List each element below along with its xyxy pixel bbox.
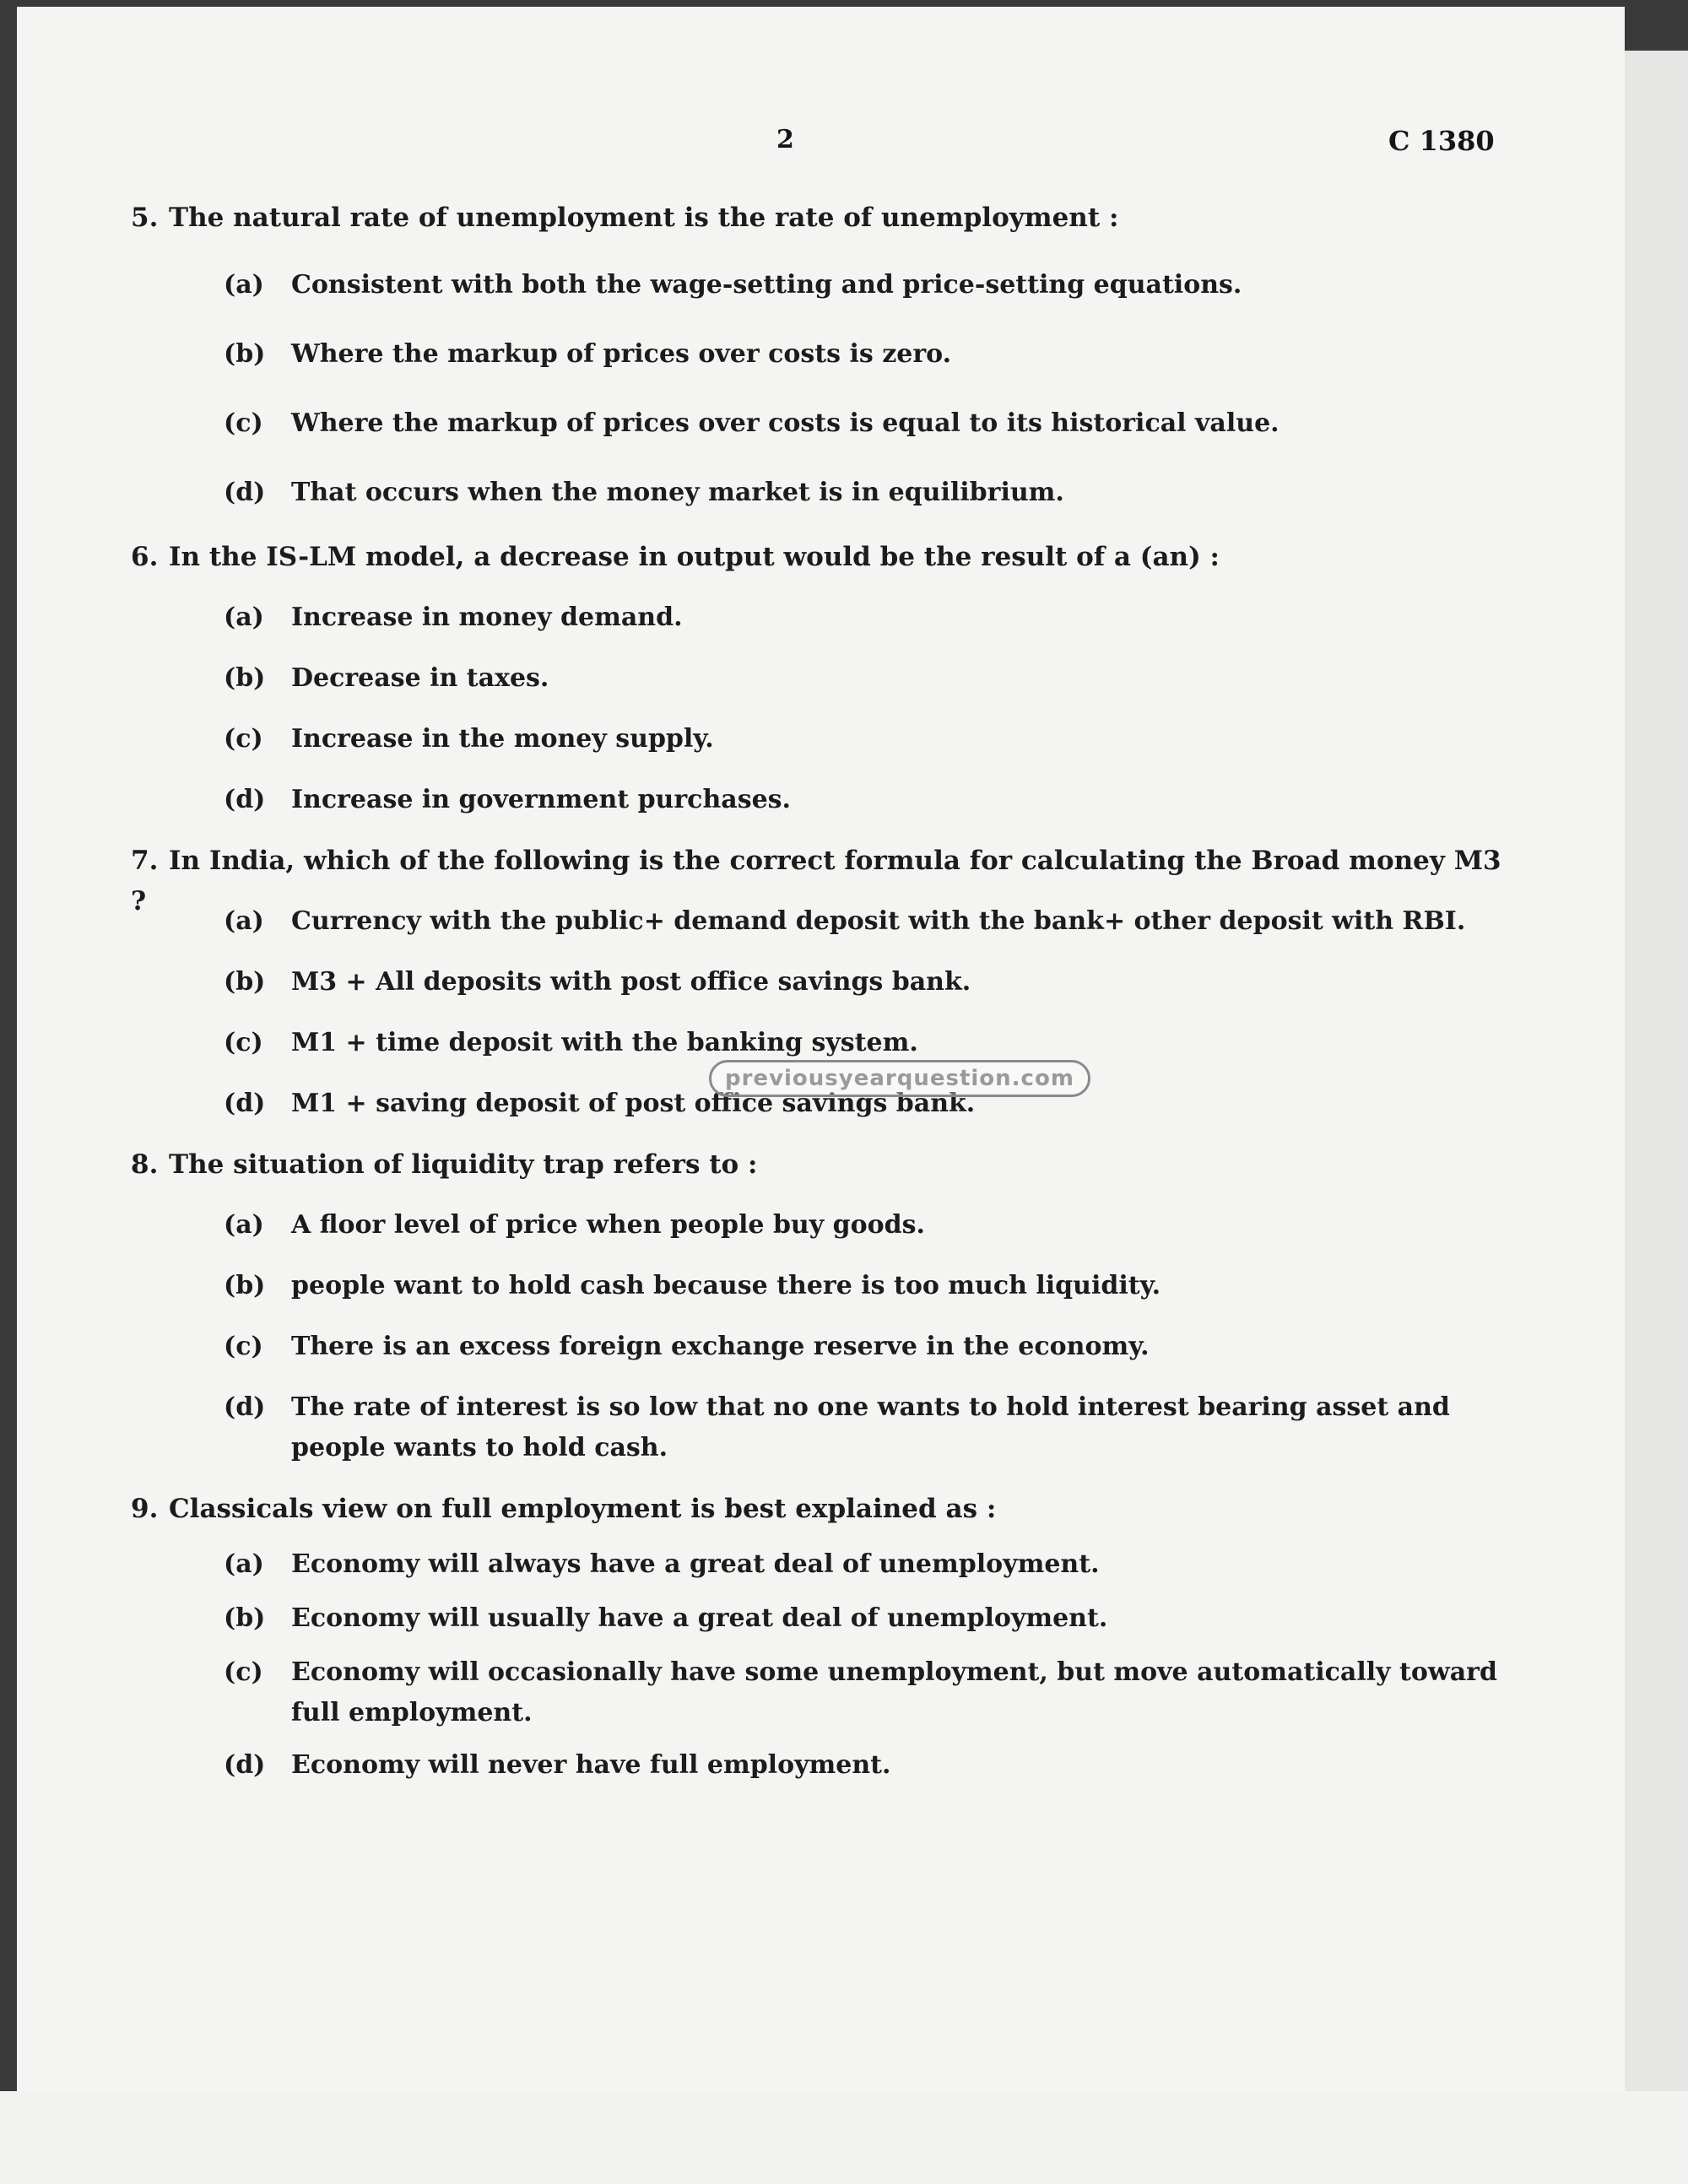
question-6 [131,537,1515,577]
option-label: (c) [224,1028,263,1057]
option-text: Where the markup of prices over costs is zero. [291,339,952,369]
option-9d [224,1745,1523,1786]
question-text: Classicals view on full employment is best explained as : [169,1494,997,1524]
question-number: 9. [131,1494,159,1524]
option-text: Currency with the public+ demand deposit with the bank+ other deposit with RBI. [291,906,1466,936]
question-number: 8. [131,1149,159,1180]
option-label: (d) [224,1750,266,1780]
option-label: (c) [224,724,263,754]
option-6c [224,719,1523,760]
option-label: (b) [224,1271,266,1300]
option-text: A floor level of price when people buy goods. [291,1210,925,1240]
option-label: (c) [224,408,263,438]
option-label: (a) [224,270,264,300]
option-text: Economy will occasionally have some unemployment, but move automatically toward full employment. [291,1657,1497,1727]
option-6b [224,658,1523,699]
option-5b [224,334,1523,375]
option-text: M1 + saving deposit of post office savings bank. [291,1089,976,1118]
option-label: (a) [224,603,264,632]
option-5a [224,265,1523,305]
option-text: M3 + All deposits with post office savings bank. [291,967,971,997]
option-text: Consistent with both the wage-setting and price-setting equations. [291,270,1242,300]
option-text: Increase in government purchases. [291,785,792,814]
option-label: (b) [224,339,266,369]
option-text: Increase in the money supply. [291,724,714,754]
option-label: (a) [224,1549,264,1579]
option-7c [224,1023,1523,1063]
option-5d [224,473,1523,513]
question-number: 5. [131,203,159,233]
question-text: The natural rate of unemployment is the rate of unemployment : [169,203,1119,233]
question-text: In the IS-LM model, a decrease in output would be the result of a (an) : [169,542,1220,572]
option-9c [224,1652,1523,1733]
option-label: (b) [224,663,266,693]
option-text: That occurs when the money market is in equilibrium. [291,478,1064,507]
exam-page [17,7,1625,2091]
option-text: people want to hold cash because there is too much liquidity. [291,1271,1161,1300]
option-6a [224,597,1523,638]
question-5 [131,197,1515,238]
option-text: Economy will usually have a great deal of unemployment. [291,1603,1108,1633]
scan-bottom-margin [0,2091,1688,2184]
option-7b [224,962,1523,1003]
option-8b [224,1266,1523,1306]
option-text: Where the markup of prices over costs is equal to its historical value. [291,408,1280,438]
option-label: (a) [224,1210,264,1240]
page-number: 2 [776,125,794,154]
question-number: 7. [131,846,159,876]
option-9b [224,1598,1523,1639]
option-label: (d) [224,1089,266,1118]
question-8 [131,1144,1515,1185]
option-label: (d) [224,1392,266,1422]
option-text: Economy will never have full employment. [291,1750,891,1780]
option-5c [224,403,1523,444]
option-8d [224,1387,1523,1468]
option-text: Decrease in taxes. [291,663,549,693]
option-label: (a) [224,906,264,936]
site-watermark: previousyearquestion.com [709,1060,1090,1097]
option-text: Economy will always have a great deal of unemployment. [291,1549,1100,1579]
option-8c [224,1327,1523,1367]
option-text: The rate of interest is so low that no one wants to hold interest bearing asset and people wants to hold cash. [291,1392,1450,1462]
question-text: In India, which of the following is the correct formula for calculating the Broad money M3 ? [131,846,1501,916]
page-edge-shadow [1625,51,1688,2093]
option-text: There is an excess foreign exchange reserve in the economy. [291,1332,1150,1361]
option-label: (b) [224,1603,266,1633]
option-6d [224,780,1523,820]
option-label: (c) [224,1657,263,1687]
option-label: (c) [224,1332,263,1361]
option-text: M1 + time deposit with the banking system. [291,1028,918,1057]
option-text: Increase in money demand. [291,603,683,632]
question-9 [131,1489,1515,1529]
option-label: (d) [224,478,266,507]
option-9a [224,1544,1523,1585]
option-7a [224,901,1523,942]
option-label: (d) [224,785,266,814]
option-8a [224,1205,1523,1246]
paper-code: C 1380 [1388,125,1495,157]
question-text: The situation of liquidity trap refers to : [169,1149,758,1180]
question-number: 6. [131,542,159,572]
option-label: (b) [224,967,266,997]
